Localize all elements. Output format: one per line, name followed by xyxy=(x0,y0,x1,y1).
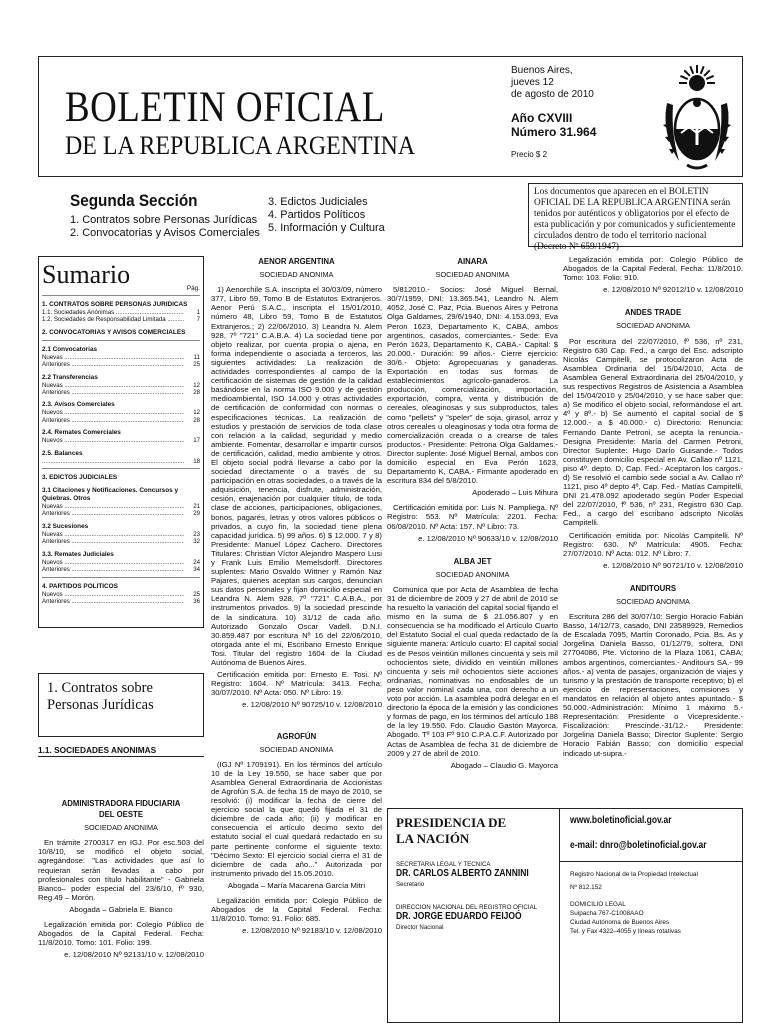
sumario-row-label: Anteriores ..... xyxy=(42,361,184,368)
section-item: 4. Partidos Políticos xyxy=(268,209,366,221)
presidencia-title xyxy=(396,815,551,847)
sumario-box xyxy=(38,256,204,628)
divider xyxy=(38,756,204,757)
section-list-left xyxy=(70,214,260,240)
sumario-row-label: Anteriores ..... xyxy=(42,417,184,424)
sumario-heading: 2.3. Avisos Comerciales xyxy=(42,401,115,409)
contact-box xyxy=(560,808,743,1023)
notice-type: SOCIEDAD ANONIMA xyxy=(435,569,510,579)
email-link[interactable]: e-mail: dnro@boletinoficial.gov.ar xyxy=(570,840,707,851)
sumario-row[interactable] xyxy=(42,309,200,316)
masthead xyxy=(38,56,743,177)
sumario-row[interactable] xyxy=(42,598,200,605)
notice-body: En trámite 2700317 en IGJ. Por esc.503 del 10/8/10, se modificó el objeto social, agregándose: "Las actividades que así lo requieran serán llevadas a cabo por profesionales con título habilitante" - Gabriela Bianco– poder especial del 23/6/10, fº 930, Reg.49 – Morón. xyxy=(38,838,204,902)
notice-reference: e. 12/08/2010 Nº 92183/10 v. 12/08/2010 xyxy=(242,926,382,936)
column-3 xyxy=(387,255,558,776)
sumario-heading: 2.4. Remates Comerciales xyxy=(42,429,121,437)
presidencia-box xyxy=(387,808,560,1023)
sumario-row-label: Anteriores ..... xyxy=(42,510,184,517)
issue-year: Año CXVIII xyxy=(511,111,573,125)
sumario-row[interactable] xyxy=(42,361,200,368)
notice-body: Por escritura del 22/07/2010, fº 536, nº 231, Registro 630 Cap. Fed., a cargo del Esc. adscripto Nicolás Campitelli, se protocolizaron Acta de Asamblea Ordinaria del 15/04/2010, Acta de Asamblea General Extraordinaria del 25/04/2010, y sus respectivos Registros de Asistencia a Asamblea del 15/04/2010 y 25/04/2010, y se hace saber que: a) Se modifico el objeto social, reformándose el art. 4º y 8º.- b) Se aumentó el capital social de $ 12.000.- a $ 40.000.- c) Directorio: Renuncia: Fernando Dante Petroni, se acepta la renuncia.- Designa Presidente: María del Carmen Petroni, Director Suplente: Hugo Darío Guisande.- Todos constituyen domicilio especial en Av. Callao nº 1121, piso 4º. depto. D, Cap. Fed.- Aceptaron los cargos.- d) Se resolvió el cambio sede social a Av. Callao nº 1121, piso 4º depto 4º, Cap. Fed.- Matías Campitelli, DNI 21.478.092 apoderado según Poder Especial del 22/07/2010, fº 536, nº 231, Registro 630 Cap. Fed., a cargo del escribano adscripto Nicolás Campitelli. xyxy=(563,336,743,528)
domicile-label: DOMICILIO LEGAL xyxy=(570,901,626,908)
notice-type: SOCIEDAD ANONIMA xyxy=(84,823,158,833)
notice-title: DEL OESTE xyxy=(98,810,144,820)
sumario-row-page: 29 xyxy=(193,510,200,518)
sumario-heading: 2.2 Transferencias xyxy=(42,373,98,381)
issue-weekday: jueves 12 xyxy=(511,77,554,88)
sumario-row-label: Anteriores ..... xyxy=(42,566,184,573)
newspaper-title: BOLETIN OFICIAL xyxy=(65,84,385,131)
sumario-row-page: 34 xyxy=(193,566,200,574)
sumario-row[interactable] xyxy=(42,389,200,396)
notice-reference: e. 12/08/2010 Nº 90725/10 v. 12/08/2010 xyxy=(242,700,382,710)
divider xyxy=(560,861,742,862)
notice-type: SOCIEDAD ANONIMA xyxy=(616,597,690,606)
subsection-heading: 1.1. SOCIEDADES ANONIMAS xyxy=(38,745,157,755)
sumario-heading: 3.1 Citaciones y Notificaciones. Concursos y Quiebras. Otros xyxy=(42,487,179,503)
section-list-right xyxy=(268,196,385,235)
notice-body: Legalización emitida por: Colegio Público de Abogados de la Capital Federal. Fecha: 11/8/2010. Tomo: 101. Folio: 199. xyxy=(38,920,204,948)
notice-signature: Abogada – Gabriela E. Bianco xyxy=(69,904,173,914)
sumario-row-page: 28 xyxy=(193,416,200,424)
official-name: DR. CARLOS ALBERTO ZANNINI xyxy=(396,868,529,879)
sumario-row-page: 11 xyxy=(193,353,200,361)
sumario-row-page: 12 xyxy=(193,381,200,389)
divider xyxy=(42,340,200,341)
coat-of-arms-icon xyxy=(657,63,737,173)
section-item: 5. Información y Cultura xyxy=(268,222,385,234)
sumario-row-label xyxy=(42,458,184,465)
notice-title: AGROFÚN xyxy=(276,731,317,741)
sumario-row-label: Nuevos ..... xyxy=(42,409,184,416)
issue-date: de agosto de 2010 xyxy=(511,89,594,100)
sumario-row[interactable] xyxy=(42,382,200,389)
sumario-row-page: 21 xyxy=(193,503,200,511)
phone-line: Tel. y Fax 4322–4055 y líneas rotativas xyxy=(570,928,681,935)
authenticity-notice: Los documentos que aparecen en el BOLETIN OFICIAL DE LA REPUBLICA ARGENTINA serán tenidos por auténticos y obligatorios por el efecto de esta publicación y por comunicados y suficientemente circulados dentro de todo el territorio nacional (Decreto Nº 659/1947) xyxy=(528,183,743,247)
notice-reference: e. 12/08/2010 Nº 92131/10 v. 12/08/2010 xyxy=(64,950,204,960)
registry-number: Nº 812.152 xyxy=(570,884,602,891)
notice-body: Legalización emitida por: Colegio Público de Abogados de la Capital Federal. Fecha: 11/8/2010. Tomo: 91. Folio: 685. xyxy=(211,896,382,924)
sumario-row[interactable] xyxy=(42,531,200,538)
sumario-heading: 3. EDICTOS JUDICIALES xyxy=(42,474,118,482)
section-1-box: 1. Contratos sobre Personas Jurídicas xyxy=(38,673,204,737)
divider xyxy=(42,577,200,578)
issue-info xyxy=(511,65,641,161)
notice-signature: Abogada – María Macarena García Mitri xyxy=(227,880,366,890)
address-line: Ciudad Autónoma de Buenos Aires xyxy=(570,919,670,926)
notice-type: SOCIEDAD ANONIMA xyxy=(259,744,334,754)
sumario-row-page: 25 xyxy=(193,361,200,369)
sumario-row-page: 23 xyxy=(193,530,200,538)
office-label: DIRECCION NACIONAL DEL REGISTRO OFICIAL xyxy=(396,904,538,911)
notice-reference: e. 12/08/2010 Nº 90721/10 v. 12/08/2010 xyxy=(603,560,743,570)
sumario-groups xyxy=(42,301,200,605)
notice-body: Certificación emitida por: Ernesto E. Tosi. Nº Registro: 1604. Nº Matrícula: 3413. Fecha: 30/07/2010. Nº Acta: 050. Nº Libro: 19. xyxy=(211,670,382,698)
sumario-row-page: 17 xyxy=(193,437,200,445)
sumario-row[interactable] xyxy=(42,566,200,573)
sumario-title: Sumario xyxy=(42,260,131,289)
notice-body: 5/81201​0.- Socios: José Miguel Bernal, 30/7/1959, DNI: 13.365.541, Leandro N. Alem 4052, José C. Paz, Pcia. Buenos Aires y Petrona Olga Galdames, 29/6/1940, DNI: 4.153.093, Eva Peron 1623, Departamento K, CABA, ambos argentinos, casados, comerciantes.- Sede: Eva Perón 1623, Departamento K, CABA.- Capital: $ 20.000.- Duración: 99 años.- Cierre ejercicio: 30/6.- Objeto: Agropecuarias y ganaderas. Exportación en todas sus formas de establecimientos agrícolo-ganaderos. La producción, comercialización, importación, exportación, compra, venta y distribución de cereales, oleaginosas y sus subproductos, tales como "pellets" y "speler" de soja, girasol, arroz y otros cereales u oleaginosas y toda otra forma de comercialización creada o a crearse de tales productos.- Presidente: Petrona Olga Galdames.- Director suplente: José Miguel Bernal, ambos con domicilio especial en Eva Perón 1623, Departamento K, CABA.- Firmante apoderado en escritura 834 del 5/8/2010. xyxy=(387,285,558,486)
section-item: 1. Contratos sobre Personas Jurídicas xyxy=(70,214,258,226)
official-role: Director Nacional xyxy=(396,924,444,931)
column-4 xyxy=(563,255,743,761)
sumario-row-page: 32 xyxy=(193,538,200,546)
sumario-row-label: Anteriores ..... xyxy=(42,538,184,545)
sumario-row-page: 24 xyxy=(193,558,200,566)
address-line: Suipacha 767-C1008AAO xyxy=(570,910,644,917)
sumario-heading: 2.1 Convocatorias xyxy=(42,345,98,353)
sumario-heading: 2. CONVOCATORIAS Y AVISOS COMERCIALES xyxy=(42,328,186,336)
notice-reference: e. 12/08/2010 Nº 90633/10 v. 12/08/2010 xyxy=(418,533,558,543)
notice-type: SOCIEDAD ANONIMA xyxy=(616,321,690,331)
sumario-row-label: Nuevas ..... xyxy=(42,503,184,510)
sumario-row-label: Nuevas ..... xyxy=(42,531,184,538)
sumario-row[interactable] xyxy=(42,591,200,598)
issue-number: Número 31.964 xyxy=(511,125,597,139)
page-column-label: Pág. xyxy=(186,285,200,292)
sumario-heading: 3.3. Remates Judiciales xyxy=(42,550,114,558)
sumario-heading: 1. CONTRATOS SOBRE PERSONAS JURIDICAS xyxy=(42,301,188,308)
divider xyxy=(42,295,200,296)
section-item: 3. Edictos Judiciales xyxy=(268,196,368,208)
sumario-row-label: Nuevos ..... xyxy=(42,559,184,566)
sumario-row-page: 25 xyxy=(193,590,200,598)
divider xyxy=(42,468,200,469)
notice-body: Escritura 286 del 30/07/10: Sergio Horacio Fabián Basso, 14/12/73, casado, DNI 23589929, Remedios de Escalada 7095, Martín Coronado, Pcia. Bs. As y Jorgelina Daniela Basso, 01/12/79, soltera, DNI 27704086, Pte. Victorino de la Plaza 1061, CABA; ambos argentinos, comerciantes.- Anditours SA.- 99 años.- a) venta de pasajes, organización de viajes y turismo y la prestación de transporte receptivo; b) el ejercicio de representaciones, comisiones y mandatos en relación al objeto antes apuntado.- $ 50.000.-Administración: Mínimo 1 máximo 5.-Representación: Presidente o Vicepresidente.-Fiscalización: Prescinde.-31/12.- Presidente: Jorgelina Daniela Basso; Director Suplente: Sergio Horacio Fabián Basso; con domicilio especial indicado ut-supra.- xyxy=(563,612,743,758)
website-link[interactable]: www.boletinoficial.gov.ar xyxy=(570,815,672,826)
section-item: 2. Convocatorias y Avisos Comerciales xyxy=(70,227,260,239)
notice-body: Legalización emitida por: Colegio Público de Abogados de la Capital Federal. Fecha: 11/8/2010. Tomo: 103. Folio: 910. xyxy=(563,255,743,283)
notice-body: 1) Aenorchile S.A. inscripta el 30/03/09, número 377, Libro 59, Tomo B de Estatutos Extranjeros. Aenor Perú S.A.C., inscripta el 15/01/2010, número 48, Libro 59, Tomo B de Estatutos Extranjeros.; 2) 22/06/2010. 3) Leandra N. Alem 928, 7º "721" C.A.B.A. 4) La sociedad tiene por objeto realizar, por cuenta propia o ajena, en forma independiente o asociada a terceros, las siguientes actividades: La realización de actividades correspondientes al campo de la certificación de sistemas de gestión de la calidad basándose en la norma ISO 9.000 y de gestión medioambiental, ISO 14.000 y otras actividades de certificación de conformidad con normas o especificaciones técnicas. La realización de estudios y prestación de servicios de toda clase con relación a la calidad, seguridad y medio ambiente. Fomentar, desarrollar e impartir cursos de certificación, calidad, medio ambiente y otros. El objeto social podrá llevarse a cabo por la sociedad directamente o a través de su participación en otras sociedades, o a través de la adquisición, tenencia, disfrute, administración, cesión, enajenación por cualquier título, de toda clase de acciones, participaciones, obligaciones, bonos, pagarés, letras y otros valores públicos o privados, a cuyo fin, la sociedad tiene plena capacidad jurídica. 5) 99 años. 6) $ 12.000. 7 y 8) Presidente: Manuel López Cachero. Directores Titulares: Christian Víctor Alejandro Maspero Lusi y Frank Luis Emilio Memelsdorff. Directores suplentes: Mario Osvaldo Wittner y Ramón Naz Pajares, quienes aceptan sus cargos, denuncian sus datos personales y fijan domicilio especial en Leandra N. Alem 928, 7º "721" C.A.B.A., por instrumentos privados. 9) la sociedad prescinde de la sindicatura. 10) 31/12 de cada año. Autorizado Gonzalo Oscar Vadell. D.N.I. 30.859.487 por escritura Nº 16 del 22/06/2010, otorgada ante el mi, Escribano Ernesto Enrique Tosi. Titular del registro 1604 de la Ciudad Autónoma de Buenos Aires. xyxy=(211,285,382,668)
sumario-row-page: 28 xyxy=(193,389,200,397)
notice-signature: Apoderado – Luis Mihura xyxy=(472,488,558,498)
notice-type: SOCIEDAD ANONIMA xyxy=(435,270,510,280)
sumario-row[interactable] xyxy=(42,409,200,416)
notice-title: ALBA JET xyxy=(453,556,492,566)
presidencia-title-line: PRESIDENCIA DE xyxy=(396,815,507,830)
notice-title: ANDITOURS xyxy=(629,583,677,593)
sumario-row[interactable] xyxy=(42,559,200,566)
sumario-row[interactable] xyxy=(42,510,200,517)
column-2 xyxy=(211,255,382,941)
notice-body: Certificación emitida por: Nicolás Campitelli. Nº Registro: 630. Nº Matrícula: 4905. Fecha: 27/07/2010. Nº Acta: 012. Nº Libro: 7. xyxy=(563,530,743,558)
official-name: DR. JORGE EDUARDO FEIJOÓ xyxy=(396,911,522,922)
sumario-row-page: 7 xyxy=(196,316,200,324)
sumario-row-page: 18 xyxy=(193,457,200,465)
section-title: Segunda Sección xyxy=(70,191,198,210)
issue-price: Precio $ 2 xyxy=(511,150,548,159)
sumario-row-label: Nuevas ..... xyxy=(42,354,184,361)
notice-title: ADMINISTRADORA FIDUCIARIA xyxy=(61,799,181,808)
notice-title: ANDES TRADE xyxy=(624,308,682,318)
sumario-row[interactable] xyxy=(42,503,200,510)
official-role: Secretario xyxy=(396,881,425,888)
notice-title: AINARA xyxy=(457,257,488,266)
notice-body: Comunica que por Acta de Asamblea de fecha 31 de diciembre de 2009 y 27 de abril de 2010 se ha resuelto la variación del capital social fijando el mismo en la suma de $ 21.056.807 y en consecuencia se ha modificado el Artículo Cuarto del Estatuto Social el cual queda redactado de la siguiente manera: Artículo cuarto: El capital social es de Pesos veintiún millones cincuenta y seis mil ochocientos siete, dividido en veintiún millones cincuenta y seis mil ochocientos siete acciones ordinarias, nominativas no endosables de un peso valor nominal cada una, con derecho a un voto por acción. La asamblea podrá delegar en el directorio la época de la emisión y las condiciones y formas de pago, en los términos del artículo 188 de la ley 19.550. Fdo. Claudio Gastón Mayorca. Abogado. Tº 103 Fº 910 C.P.A.C.F. Autorizado por Actas de Asamblea de fecha 31 de diciembre de 2009 y 27 de abril de 2010. xyxy=(387,584,558,758)
registry-label: Registro Nacional de la Propiedad Intelectual xyxy=(570,871,698,878)
newspaper-subtitle: DE LA REPUBLICA ARGENTINA xyxy=(65,131,416,160)
sumario-heading: 4. PARTIDOS POLITICOS xyxy=(42,582,118,590)
presidencia-title-line: LA NACIÓN xyxy=(396,831,470,846)
sumario-row[interactable] xyxy=(42,316,200,323)
notice-body: Certificación emitida por: Luis N. Pampliega. Nº Registro: 553. Nº Matrícula: 2201. Fecha: 06/08/2010. Nº Acta: 157. Nº Libro: 73. xyxy=(387,503,558,531)
sumario-row-page: 36 xyxy=(193,597,200,605)
sumario-row-label: Anteriores ..... xyxy=(42,598,184,605)
sumario-heading: 3.2 Sucesiones xyxy=(42,522,89,530)
notice-reference: e. 12/08/2010 Nº 92012/10 v. 12/08/2010 xyxy=(603,285,743,295)
sumario-heading: 2.5. Balances xyxy=(42,449,83,457)
notice-signature: Abogado – Claudio G. Mayorca xyxy=(450,760,558,770)
sumario-row[interactable] xyxy=(42,417,200,424)
notice-administradora xyxy=(38,797,204,965)
sumario-row-label: Nuevas ..... xyxy=(42,382,184,389)
notice-type: SOCIEDAD ANONIMA xyxy=(259,270,334,280)
sumario-row[interactable] xyxy=(42,437,200,444)
sumario-row-label: 1.1. Sociedades Anónimas ..... xyxy=(42,309,184,316)
sumario-row-label: Nuevos ..... xyxy=(42,437,184,444)
notice-body: (IGJ Nº 1709191). En los términos del artículo 10 de la Ley 19.550, se hace saber que por Asamblea General Extraordinaria de Accionistas de Agrofún S.A. de fecha 15 de mayo de 2010, se resolvió: (i) modificar la fecha de cierre del ejercicio social la que quedó fijada el 31 de diciembre de cada año; (ii) y modificar en consecuencia el artículo decimo sexto del estatuto social el cual quedará redactado en su parte pertinente conforme el siguiente texto: "Décimo Sexto: El ejercicio social cierra el 31 de diciembre de cada año..." Autorizada por instrumento privado del 15.05.2010. xyxy=(211,759,382,878)
sumario-row-label: Nuevos ..... xyxy=(42,591,184,598)
sumario-row[interactable] xyxy=(42,354,200,361)
issue-city: Buenos Aires, xyxy=(511,65,573,76)
sumario-row-page: 1 xyxy=(196,309,200,316)
sumario-row-page: 12 xyxy=(193,409,200,417)
sumario-row[interactable] xyxy=(42,458,200,465)
sumario-row[interactable] xyxy=(42,538,200,545)
sumario-row-label: 1.2. Sociedades de Responsabilidad Limitada ..... xyxy=(42,316,184,323)
office-label: SECRETARIA LEGAL Y TECNICA xyxy=(396,861,491,868)
sumario-row-label: Anteriores ..... xyxy=(42,389,184,396)
notice-title: AENOR ARGENTINA xyxy=(258,257,335,266)
